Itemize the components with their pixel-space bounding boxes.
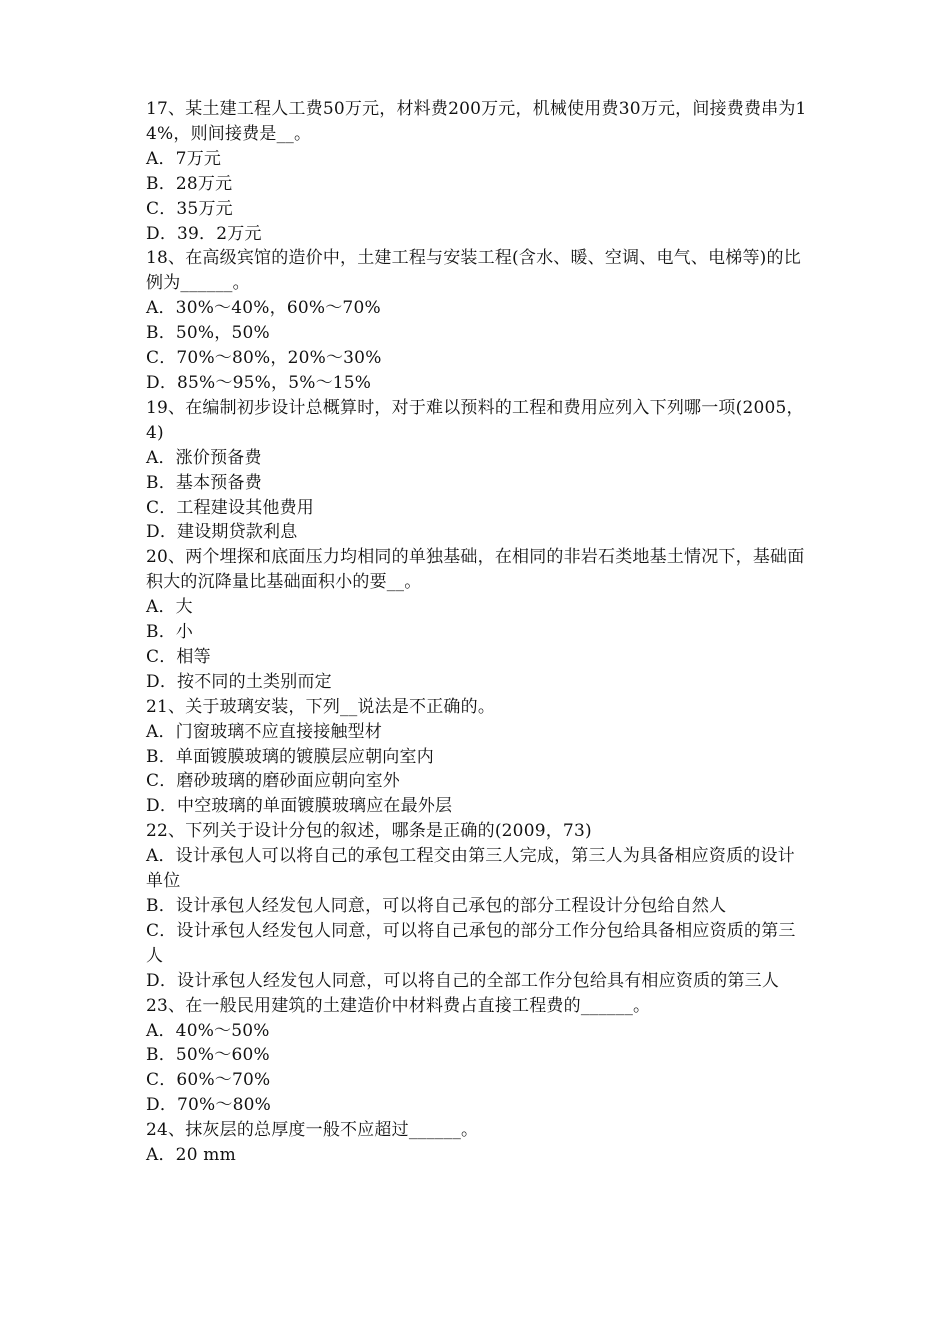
question-22	[146, 819, 812, 993]
option-a: A．涨价预备费	[146, 447, 262, 468]
option-c: C．设计承包人经发包人同意，可以将自己承包的部分工作分包给具备相应资质的第三人	[146, 920, 796, 966]
option-b: B．设计承包人经发包人同意，可以将自己承包的部分工程设计分包给自然人	[146, 896, 727, 916]
question-19	[146, 396, 812, 545]
option-b: B．单面镀膜玻璃的镀膜层应朝向室内	[146, 746, 434, 767]
question-list	[146, 97, 812, 1168]
question-24	[146, 1118, 812, 1168]
option-a: A．30%～40%，60%～70%	[146, 298, 381, 319]
option-c: C．磨砂玻璃的磨砂面应朝向室外	[146, 771, 401, 792]
option-d: D．按不同的土类别而定	[146, 671, 332, 692]
question-stem: 20、两个埋探和底面压力均相同的单独基础，在相同的非岩石类地基土情况下，基础面积大的沉降量比基础面积小的要__。	[146, 547, 805, 593]
option-d: D．建设期贷款利息	[146, 522, 298, 543]
question-stem: 22、下列关于设计分包的叙述，哪条是正确的(2009，73)	[146, 821, 592, 842]
option-b: B．28万元	[146, 173, 233, 194]
option-c: C．70%～80%，20%～30%	[146, 348, 382, 369]
option-a: A．7万元	[146, 148, 222, 169]
option-d: D．39．2万元	[146, 223, 262, 244]
option-d: D．中空玻璃的单面镀膜玻璃应在最外层	[146, 796, 453, 817]
question-stem: 24、抹灰层的总厚度一般不应超过______。	[146, 1120, 479, 1141]
question-17	[146, 97, 812, 246]
question-18	[146, 246, 812, 395]
option-a: A．40%～50%	[146, 1020, 270, 1041]
option-b: B．50%，50%	[146, 323, 270, 344]
option-d: D．70%～80%	[146, 1095, 272, 1116]
option-a: A．门窗玻璃不应直接接触型材	[146, 721, 383, 742]
option-d: D．85%～95%，5%～15%	[146, 372, 372, 393]
question-stem: 23、在一般民用建筑的土建造价中材料费占直接工程费的______。	[146, 995, 651, 1016]
option-b: B．50%～60%	[146, 1045, 270, 1066]
option-b: B．基本预备费	[146, 472, 262, 493]
option-a: A．设计承包人可以将自己的承包工程交由第三人完成，第三人为具备相应资质的设计单位	[146, 846, 795, 892]
option-c: C．35万元	[146, 198, 233, 219]
option-c: C．相等	[146, 646, 211, 667]
question-stem: 21、关于玻璃安装，下列__说法是不正确的。	[146, 696, 496, 717]
question-21	[146, 695, 812, 820]
option-a: A．大	[146, 597, 193, 618]
option-a: A．20 mm	[146, 1145, 236, 1166]
option-c: C．60%～70%	[146, 1070, 271, 1091]
question-stem: 18、在高级宾馆的造价中，土建工程与安装工程(含水、暖、空调、电气、电梯等)的比例为______。	[146, 248, 801, 294]
question-20	[146, 545, 812, 694]
question-23	[146, 994, 812, 1119]
option-b: B．小	[146, 622, 194, 643]
option-d: D．设计承包人经发包人同意，可以将自己的全部工作分包给具有相应资质的第三人	[146, 970, 780, 991]
question-stem: 19、在编制初步设计总概算时，对于难以预料的工程和费用应列入下列哪一项(2005，4)	[146, 397, 804, 443]
option-c: C．工程建设其他费用	[146, 497, 315, 518]
question-stem: 17、某土建工程人工费50万元，材料费200万元，机械使用费30万元，间接费费串为14%，则间接费是__。	[146, 99, 807, 144]
